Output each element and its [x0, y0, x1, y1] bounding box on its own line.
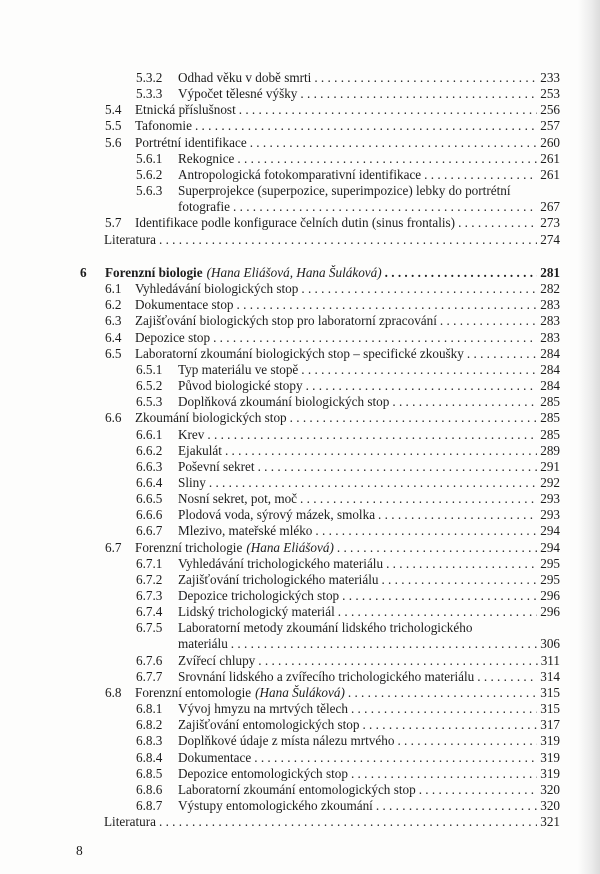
toc-entry: [0, 604, 560, 620]
toc-entry: [0, 378, 560, 394]
entry-page: 293: [540, 507, 560, 523]
toc-entry: [0, 620, 560, 636]
toc-entry: [0, 199, 560, 215]
entry-body: [178, 491, 560, 507]
dot-leader: [392, 394, 537, 410]
dot-leader: [159, 232, 537, 248]
entry-title: Původ biologické stopy: [178, 378, 303, 394]
toc-entry: [0, 782, 560, 798]
entry-body: [178, 475, 560, 491]
toc-entry: [0, 669, 560, 685]
entry-title: Etnická příslušnost: [135, 102, 236, 118]
entry-title: Antropologická fotokomparativní identifikace: [178, 166, 422, 182]
toc-entry: [0, 556, 560, 572]
dot-leader: [397, 733, 537, 749]
entry-page: 253: [540, 86, 560, 102]
entry-body: [178, 151, 560, 167]
entry-number: 6.6.3: [136, 458, 163, 474]
entry-page: 261: [540, 166, 560, 182]
entry-number: 6.5.1: [136, 361, 163, 377]
entry-body: [178, 70, 560, 86]
toc-entry: [0, 459, 560, 475]
entry-body: [178, 572, 560, 588]
entry-title: Výstupy entomologického zkoumání: [178, 797, 373, 813]
dot-leader: [424, 167, 537, 183]
entry-number: 6.6.2: [136, 442, 163, 458]
entry-number: 6.7.7: [136, 668, 163, 684]
dot-leader: [207, 427, 537, 443]
entry-number: 6: [80, 265, 87, 280]
entry-title: Krev: [178, 426, 205, 442]
entry-number: 6.7.3: [136, 588, 163, 603]
entry-title: Vyhledávání biologických stop: [135, 281, 299, 297]
toc-entry: [0, 685, 560, 701]
entry-title: Doplňkové údaje z místa nálezu mrtvého: [178, 733, 395, 749]
entry-number: 6.7.2: [136, 571, 163, 587]
dot-leader: [301, 362, 537, 378]
entry-number: 6.7.5: [136, 620, 163, 636]
entry-title: Depozice trichologických stop: [178, 588, 340, 603]
toc-entry: [0, 281, 560, 297]
entry-body: [178, 701, 560, 717]
entry-page: 260: [540, 134, 560, 150]
dot-leader: [315, 523, 537, 539]
entry-body: [104, 814, 560, 830]
entry-number: 5.3.2: [136, 70, 163, 85]
entry-number: 5.3.3: [136, 86, 163, 102]
entry-number: 6.4: [105, 329, 122, 345]
entry-page: 306: [540, 636, 560, 652]
entry-page: 319: [540, 765, 560, 781]
entry-title: Zvířecí chlupy: [178, 652, 256, 668]
toc-entry: [0, 151, 560, 167]
toc-entry: [0, 540, 560, 556]
entry-body: [178, 636, 560, 652]
dot-leader: [258, 653, 537, 669]
dot-leader: [209, 475, 537, 491]
toc-entry: [0, 653, 560, 669]
entry-title: Literatura: [104, 814, 156, 830]
entry-title: Vývoj hmyzu na mrtvých tělech: [178, 701, 348, 717]
entry-number: 6.5.2: [136, 378, 163, 394]
dot-leader: [301, 281, 537, 297]
entry-body: [135, 118, 560, 134]
entry-title: Forenzní biologie: [105, 265, 203, 280]
entry-body: [178, 362, 560, 378]
dot-leader: [477, 669, 537, 685]
entry-number: 6.5: [105, 345, 122, 361]
entry-body: [178, 199, 560, 215]
toc-entry: [0, 183, 560, 199]
page-number: 8: [76, 843, 83, 858]
entry-page: 283: [540, 297, 560, 313]
entry-title: Rekognice: [178, 150, 235, 166]
toc-entry: [0, 70, 560, 86]
toc-entry: [0, 750, 560, 766]
entry-body: [135, 330, 560, 346]
entry-page: 261: [540, 150, 560, 166]
dot-leader: [376, 798, 537, 814]
entry-page: 285: [540, 410, 560, 426]
entry-title: Typ materiálu ve stopě: [178, 361, 299, 377]
entry-number: 6.6.1: [136, 426, 163, 442]
entry-body: [178, 394, 560, 410]
entry-page: 273: [540, 215, 560, 231]
toc-entry: [0, 232, 560, 248]
dot-leader: [440, 313, 537, 329]
entry-page: 256: [540, 102, 560, 118]
toc-entry: [0, 733, 560, 749]
dot-leader: [351, 766, 537, 782]
entry-body: [135, 135, 560, 151]
entry-body: [178, 669, 560, 685]
entry-number: 5.6.1: [136, 150, 163, 166]
dot-leader: [385, 265, 538, 281]
toc-entry: [0, 798, 560, 814]
entry-title: Superprojekce (superpozice, superimpozice) lebky do portrétní: [178, 183, 511, 199]
entry-page: 283: [540, 329, 560, 345]
entry-page: 311: [540, 652, 560, 668]
entry-title: Ejakulát: [178, 442, 222, 458]
entry-number: 6.7.4: [136, 604, 163, 620]
toc-entry: [0, 572, 560, 588]
entry-body: [135, 346, 560, 362]
toc-entry: [0, 362, 560, 378]
entry-body: [135, 297, 560, 313]
entry-page: 293: [540, 491, 560, 507]
entry-title: Dokumentace: [178, 749, 252, 765]
dot-leader: [300, 491, 537, 507]
dot-leader: [362, 717, 537, 733]
dot-leader: [231, 636, 537, 652]
dot-leader: [458, 215, 537, 231]
toc-entry: [0, 636, 560, 652]
entry-page: 289: [540, 442, 560, 458]
entry-page: 315: [540, 684, 560, 700]
entry-author: (Hana Šuláková): [255, 684, 345, 700]
entry-body: [135, 685, 560, 701]
entry-body: [135, 540, 560, 556]
entry-title: Nosní sekret, pot, moč: [178, 491, 298, 507]
dot-leader: [254, 750, 537, 766]
dot-leader: [337, 540, 537, 556]
dot-leader: [290, 410, 538, 426]
dot-leader: [378, 507, 537, 523]
entry-body: [178, 427, 560, 443]
entry-title: Vyhledávání trichologického materiálu: [178, 555, 384, 571]
entry-title: Výpočet tělesné výšky: [178, 86, 298, 102]
entry-page: 292: [540, 474, 560, 490]
dot-leader: [348, 685, 537, 701]
toc-entry: [0, 507, 560, 523]
entry-body: [135, 313, 560, 329]
entry-body: [178, 620, 560, 636]
dot-leader: [314, 70, 537, 86]
entry-number: 6.2: [105, 297, 122, 313]
entry-page: 282: [540, 281, 560, 297]
entry-body: [104, 232, 560, 248]
entry-page: 284: [540, 378, 560, 394]
dot-leader: [213, 330, 537, 346]
entry-title: Zajišťování entomologických stop: [178, 717, 360, 733]
dot-leader: [306, 378, 538, 394]
entry-number: 6.1: [105, 281, 122, 297]
entry-body: [178, 507, 560, 523]
dot-leader: [467, 346, 537, 362]
entry-page: 320: [540, 781, 560, 797]
entry-page: 274: [540, 231, 560, 247]
toc-entry: [0, 427, 560, 443]
entry-body: [178, 167, 560, 183]
entry-title: Odhad věku v době smrti: [178, 70, 312, 85]
dot-leader: [159, 814, 537, 830]
entry-body: [178, 556, 560, 572]
toc-entry: [0, 346, 560, 362]
dot-leader: [381, 572, 537, 588]
entry-body: [105, 265, 560, 281]
entry-page: 321: [540, 814, 560, 830]
entry-author: (Hana Eliášová): [246, 539, 334, 555]
dot-leader: [239, 102, 537, 118]
entry-title: Poševní sekret: [178, 458, 255, 474]
toc-entry: [0, 86, 560, 102]
dot-leader: [237, 151, 537, 167]
toc-entry: [0, 297, 560, 313]
entry-title: Mlezivo, mateřské mléko: [178, 523, 313, 539]
entry-body: [178, 588, 560, 604]
entry-number: 6.8.3: [136, 733, 163, 749]
entry-body: [178, 378, 560, 394]
entry-page: 257: [540, 118, 560, 134]
entry-title: Zajišťování trichologického materiálu: [178, 571, 379, 587]
entry-title-continuation: materiálu: [178, 636, 228, 652]
entry-number: 6.8.5: [136, 765, 163, 781]
entry-title: Doplňková zkoumání biologických stop: [178, 394, 390, 410]
entry-number: 6.7.6: [136, 652, 163, 668]
entry-number: 6.5.3: [136, 394, 163, 410]
entry-number: 6.6.6: [136, 507, 163, 523]
entry-title: Dokumentace stop: [135, 297, 234, 313]
entry-body: [178, 459, 560, 475]
toc-entry: [0, 330, 560, 346]
entry-number: 5.6: [105, 134, 122, 150]
entry-number: 5.5: [105, 118, 122, 134]
entry-number: 6.8: [105, 684, 122, 700]
entry-page: 267: [540, 199, 560, 215]
dot-leader: [225, 443, 537, 459]
entry-title-continuation: fotografie: [178, 199, 230, 215]
entry-body: [135, 281, 560, 297]
entry-title: Tafonomie: [135, 118, 192, 134]
entry-title: Forenzní trichologie: [135, 539, 243, 555]
dot-leader: [237, 297, 538, 313]
toc-entry: [0, 394, 560, 410]
entry-page: 291: [540, 458, 560, 474]
entry-title: Sliny: [178, 474, 206, 490]
entry-number: 6.6.5: [136, 491, 163, 507]
dot-leader: [386, 556, 537, 572]
entry-page: 315: [540, 701, 560, 717]
entry-number: 6.8.7: [136, 797, 163, 813]
entry-body: [178, 523, 560, 539]
entry-number: 6.8.1: [136, 701, 163, 717]
dot-leader: [338, 604, 537, 620]
entry-page: 294: [540, 523, 560, 539]
toc-entry: [0, 588, 560, 604]
entry-page: 284: [540, 361, 560, 377]
entry-number: 6.8.6: [136, 781, 163, 797]
toc-entry: [0, 313, 560, 329]
entry-number: 5.4: [105, 102, 122, 118]
entry-page: 319: [540, 749, 560, 765]
entry-body: [178, 717, 560, 733]
entry-body: [178, 653, 560, 669]
entry-title: Zkoumání biologických stop: [135, 410, 287, 426]
entry-page: 314: [540, 668, 560, 684]
dot-leader: [233, 199, 537, 215]
toc-entry: [0, 443, 560, 459]
entry-title: Zajišťování biologických stop pro laboratorní zpracování: [135, 313, 437, 329]
entry-page: 233: [540, 70, 560, 85]
entry-body: [135, 410, 560, 426]
entry-title: Literatura: [104, 231, 156, 247]
dot-leader: [342, 588, 537, 604]
entry-body: [178, 183, 560, 199]
entry-number: 6.8.2: [136, 717, 163, 733]
scan-page-edge: [578, 0, 600, 874]
entry-title: Forenzní entomologie: [135, 684, 252, 700]
entry-body: [178, 604, 560, 620]
entry-page: 295: [540, 555, 560, 571]
entry-body: [178, 798, 560, 814]
entry-body: [135, 102, 560, 118]
toc-entry: [0, 215, 560, 231]
dot-leader: [195, 118, 537, 134]
dot-leader: [419, 782, 538, 798]
dot-leader: [300, 86, 537, 102]
entry-body: [178, 86, 560, 102]
toc-entry: [0, 814, 560, 830]
entry-title: Portrétní identifikace: [135, 134, 247, 150]
entry-page: 295: [540, 571, 560, 587]
entry-number: 6.6.7: [136, 523, 163, 539]
entry-title: Depozice stop: [135, 329, 211, 345]
entry-page: 283: [540, 313, 560, 329]
entry-number: 6.7: [105, 539, 122, 555]
entry-page: 319: [540, 733, 560, 749]
toc-entry: [0, 410, 560, 426]
entry-page: 296: [540, 588, 560, 603]
entry-title: Laboratorní zkoumání entomologických stop: [178, 781, 416, 797]
entry-body: [178, 766, 560, 782]
toc-entry: [0, 491, 560, 507]
entry-number: 5.6.2: [136, 166, 163, 182]
entry-title: Srovnání lidského a zvířecího trichologického materiálu: [178, 668, 475, 684]
entry-body: [178, 733, 560, 749]
toc-entry: [0, 102, 560, 118]
entry-number: 6.6.4: [136, 474, 163, 490]
entry-page: 281: [540, 265, 560, 280]
toc-entry: [0, 766, 560, 782]
entry-title: Plodová voda, sýrový mázek, smolka: [178, 507, 376, 523]
entry-number: 6.8.4: [136, 749, 163, 765]
entry-page: 285: [540, 426, 560, 442]
dot-leader: [250, 135, 538, 151]
toc-entry: [0, 135, 560, 151]
dot-leader: [258, 459, 538, 475]
entry-number: 6.7.1: [136, 555, 163, 571]
entry-number: 6.3: [105, 313, 122, 329]
entry-number: 6.6: [105, 410, 122, 426]
entry-title: Laboratorní zkoumání biologických stop – specifické zkoušky: [135, 345, 464, 361]
toc-entry: [0, 475, 560, 491]
toc-entry: [0, 167, 560, 183]
entry-page: 284: [540, 345, 560, 361]
entry-title: Lidský trichologický materiál: [178, 604, 335, 620]
toc-entry: [0, 717, 560, 733]
toc-entry: [0, 701, 560, 717]
entry-body: [178, 443, 560, 459]
dot-leader: [351, 701, 537, 717]
entry-number: 5.6.3: [136, 183, 163, 199]
chapter-entry: [0, 265, 560, 281]
entry-title: Laboratorní metody zkoumání lidského trichologického: [178, 620, 473, 636]
entry-title: Depozice entomologických stop: [178, 765, 348, 781]
entry-page: 294: [540, 539, 560, 555]
entry-title: Identifikace podle konfigurace čelních dutin (sinus frontalis): [135, 215, 456, 231]
entry-page: 296: [540, 604, 560, 620]
entry-page: 317: [540, 717, 560, 733]
entry-page: 285: [540, 394, 560, 410]
entry-number: 5.7: [105, 215, 122, 231]
entry-body: [178, 750, 560, 766]
entry-body: [178, 782, 560, 798]
toc-entry: [0, 523, 560, 539]
entry-page: 320: [540, 797, 560, 813]
entry-author: (Hana Eliášová, Hana Šuláková): [206, 265, 382, 280]
toc-entry: [0, 118, 560, 134]
entry-body: [135, 215, 560, 231]
